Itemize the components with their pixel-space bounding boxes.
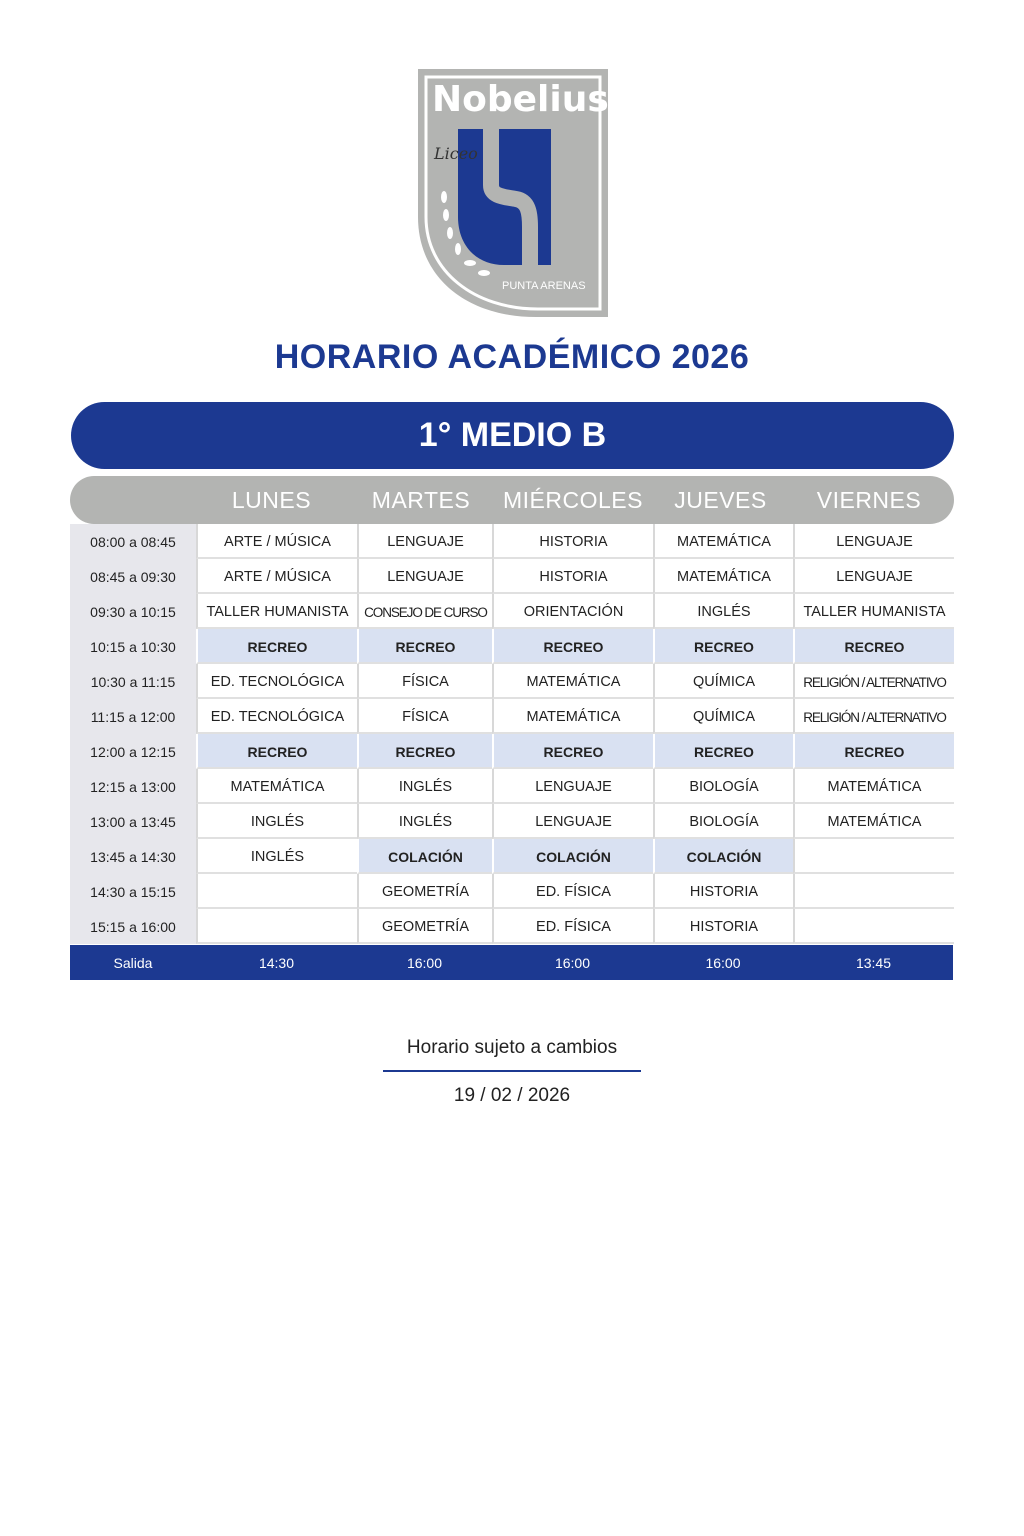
schedule-cell — [196, 909, 357, 944]
schedule-cell: HISTORIA — [492, 559, 653, 594]
exit-time: 16:00 — [705, 955, 741, 971]
schedule-cell: RECREO — [196, 629, 357, 664]
schedule-cell: TALLER HUMANISTA — [196, 594, 357, 629]
schedule-cell: HISTORIA — [653, 874, 793, 909]
schedule-cell — [196, 874, 357, 909]
schedule-cell: RECREO — [492, 734, 653, 769]
schedule-cell: MATEMÁTICA — [196, 769, 357, 804]
time-slot: 08:45 a 09:30 — [90, 569, 176, 585]
schedule-cell: ED. FÍSICA — [492, 874, 653, 909]
schedule-cell: MATEMÁTICA — [653, 524, 793, 559]
schedule-cell: MATEMÁTICA — [492, 664, 653, 699]
schedule-cell: MATEMÁTICA — [793, 769, 954, 804]
table-row — [70, 909, 954, 944]
table-row — [70, 629, 954, 664]
time-slot: 13:00 a 13:45 — [90, 814, 176, 830]
schedule-cell: COLACIÓN — [653, 839, 793, 874]
note-divider — [383, 1070, 641, 1072]
schedule-cell: RECREO — [357, 629, 492, 664]
schedule-cell: ED. FÍSICA — [492, 909, 653, 944]
schedule-cell: RECREO — [196, 734, 357, 769]
schedule-cell: ED. TECNOLÓGICA — [196, 664, 357, 699]
time-slot: 10:15 a 10:30 — [90, 639, 176, 655]
table-row — [70, 699, 954, 734]
schedule-date: 19 / 02 / 2026 — [453, 1085, 571, 1106]
schedule-cell: LENGUAJE — [357, 524, 492, 559]
schedule-cell: ARTE / MÚSICA — [196, 524, 357, 559]
exit-time: 13:45 — [855, 955, 892, 971]
schedule-cell: QUÍMICA — [653, 664, 793, 699]
schedule-cell: GEOMETRÍA — [357, 874, 492, 909]
day-header-miercoles: MIÉRCOLES — [503, 487, 643, 513]
schedule-cell: LENGUAJE — [793, 559, 954, 594]
time-slot: 12:00 a 12:15 — [90, 744, 176, 760]
table-row — [70, 769, 954, 804]
schedule-cell: INGLÉS — [357, 804, 492, 839]
schedule-cell: FÍSICA — [357, 699, 492, 734]
time-slot: 14:30 a 15:15 — [90, 884, 176, 900]
table-row — [70, 559, 954, 594]
days-header — [70, 476, 954, 524]
exit-label: Salida — [113, 955, 153, 971]
schedule-cell: LENGUAJE — [793, 524, 954, 559]
exit-time: 16:00 — [554, 955, 591, 971]
time-slot: 10:30 a 11:15 — [90, 674, 176, 690]
schedule-cell: INGLÉS — [196, 839, 357, 874]
schedule-cell: LENGUAJE — [357, 559, 492, 594]
schedule-cell: RELIGIÓN / ALTERNATIVO — [793, 664, 954, 699]
table-row — [70, 734, 954, 769]
time-slot: 15:15 a 16:00 — [90, 919, 176, 935]
logo-city: PUNTA ARENAS — [502, 280, 586, 292]
schedule-cell: LENGUAJE — [492, 804, 653, 839]
schedule-cell: RECREO — [357, 734, 492, 769]
logo-wordmark: Nobelius — [432, 79, 609, 120]
schedule-cell: RECREO — [793, 734, 954, 769]
day-header-viernes: VIERNES — [816, 487, 922, 513]
schedule-cell: ARTE / MÚSICA — [196, 559, 357, 594]
schedule-cell: RECREO — [653, 734, 793, 769]
schedule-cell — [793, 874, 954, 909]
schedule-cell: HISTORIA — [492, 524, 653, 559]
schedule-note: Horario sujeto a cambios — [406, 1037, 618, 1058]
time-slot: 09:30 a 10:15 — [90, 604, 176, 620]
table-row — [70, 874, 954, 909]
schedule-cell — [793, 909, 954, 944]
schedule-cell: BIOLOGÍA — [653, 769, 793, 804]
schedule-table — [70, 524, 954, 944]
schedule-cell: COLACIÓN — [492, 839, 653, 874]
time-slot: 11:15 a 12:00 — [90, 709, 176, 725]
logo-liceo: Liceo — [434, 144, 478, 163]
page-title: HORARIO ACADÉMICO 2026 — [274, 338, 750, 376]
school-logo — [416, 67, 610, 319]
day-header-jueves: JUEVES — [674, 487, 767, 513]
exit-time: 14:30 — [258, 955, 295, 971]
schedule-cell: COLACIÓN — [357, 839, 492, 874]
schedule-cell: QUÍMICA — [653, 699, 793, 734]
day-header-lunes: LUNES — [231, 487, 312, 513]
schedule-cell: RECREO — [653, 629, 793, 664]
schedule-cell: INGLÉS — [357, 769, 492, 804]
schedule-cell: RECREO — [793, 629, 954, 664]
exit-times-row — [70, 945, 953, 980]
schedule-cell: HISTORIA — [653, 909, 793, 944]
schedule-cell: RELIGIÓN / ALTERNATIVO — [793, 699, 954, 734]
schedule-cell: INGLÉS — [653, 594, 793, 629]
schedule-cell: FÍSICA — [357, 664, 492, 699]
schedule-cell: INGLÉS — [196, 804, 357, 839]
schedule-cell: BIOLOGÍA — [653, 804, 793, 839]
schedule-cell: ED. TECNOLÓGICA — [196, 699, 357, 734]
exit-time: 16:00 — [406, 955, 443, 971]
schedule-cell — [793, 839, 954, 874]
table-row — [70, 839, 954, 874]
table-row — [70, 664, 954, 699]
schedule-cell: MATEMÁTICA — [653, 559, 793, 594]
schedule-cell: RECREO — [492, 629, 653, 664]
schedule-cell: TALLER HUMANISTA — [793, 594, 954, 629]
schedule-cell: CONSEJO DE CURSO — [357, 594, 492, 629]
schedule-cell: MATEMÁTICA — [492, 699, 653, 734]
time-slot: 12:15 a 13:00 — [90, 779, 176, 795]
schedule-cell: ORIENTACIÓN — [492, 594, 653, 629]
schedule-cell: GEOMETRÍA — [357, 909, 492, 944]
table-row — [70, 594, 954, 629]
table-row — [70, 804, 954, 839]
day-header-martes: MARTES — [371, 487, 471, 513]
time-slot: 08:00 a 08:45 — [90, 534, 176, 550]
table-row — [70, 524, 954, 559]
schedule-cell: LENGUAJE — [492, 769, 653, 804]
course-banner: 1° MEDIO B — [71, 402, 954, 469]
time-slot: 13:45 a 14:30 — [90, 849, 176, 865]
schedule-cell: MATEMÁTICA — [793, 804, 954, 839]
